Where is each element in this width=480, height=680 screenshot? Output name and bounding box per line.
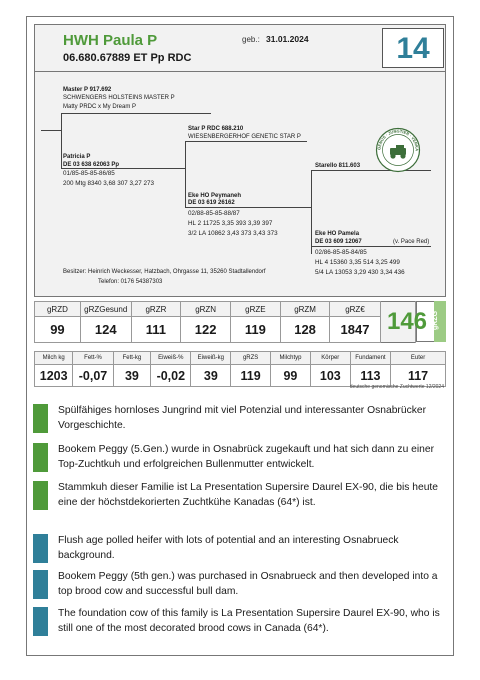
pedigree-line bbox=[185, 141, 307, 142]
pedigree-line bbox=[311, 246, 431, 247]
breeding-values-value-row bbox=[35, 317, 416, 343]
total-breeding-value-label: gRZG bbox=[432, 310, 440, 331]
header-cell: Körper bbox=[310, 352, 350, 365]
stamp-text: GENUS · JUNGTIER · VERKA bbox=[376, 128, 420, 152]
header-cell: Eiweiß-% bbox=[151, 352, 191, 365]
blue-marker bbox=[33, 534, 48, 563]
value-cell: 122 bbox=[181, 317, 231, 343]
pedigree-line bbox=[41, 130, 61, 131]
mother-classification: 01/85-85-85-86/85 bbox=[63, 170, 115, 177]
total-breeding-value: 146 bbox=[386, 308, 428, 335]
production-values-table bbox=[34, 351, 446, 387]
description-text: Flush age polled heifer with lots of potential and an interesting Osnabrueck background. bbox=[58, 535, 399, 561]
description-text: Bookem Peggy (5.Gen.) wurde in Osnabrück zugekauft und hat sich dann zu einer Top-Zuchtkuh und erfolgreichen Bullenmutter entwickelt. bbox=[58, 444, 435, 470]
sire-breeder: WIESENBERGERHOF GENETIC STAR P bbox=[188, 134, 301, 140]
blue-marker bbox=[33, 570, 48, 599]
value-cell: 124 bbox=[80, 317, 131, 343]
header-cell: gRZD bbox=[35, 302, 81, 317]
dam-sire-name: Starello 811.603 bbox=[315, 163, 361, 169]
green-marker bbox=[33, 443, 48, 472]
owner: Besitzer: Heinrich Weckesser, Hatzbach, Ohrgasse 11, 35260 Stadtallendorf bbox=[63, 269, 266, 275]
mother-id: DE 03 638 62063 Pp bbox=[63, 162, 120, 168]
description-text: The foundation cow of this family is La Presentation Supersire Daurel EX-90, who is still one of the most decorated brood cows in Canada (64*). bbox=[58, 608, 440, 634]
registration-number: 06.680.67889 ET Pp RDC bbox=[63, 52, 192, 64]
mother-performance: 200 Mtg 8340 3,68 307 3,27 273 bbox=[63, 180, 155, 187]
description-text: Spülfähiges hornloses Jungrind mit viel Potenzial und interessanter Osnabrücker Vorgeschichte. bbox=[58, 405, 427, 431]
header-cell: gRZS bbox=[231, 352, 271, 365]
dam-dam-note: (v. Pace Red) bbox=[393, 239, 430, 245]
header-cell: Fett-kg bbox=[113, 352, 151, 365]
pedigree-line bbox=[185, 141, 186, 208]
header-cell: gRZ€ bbox=[330, 302, 380, 317]
value-cell: 103 bbox=[310, 365, 350, 387]
value-cell: 119 bbox=[231, 365, 271, 387]
value-cell: 113 bbox=[350, 365, 390, 387]
dam-dam-lactation-hl: HL 4 15360 3,35 514 3,25 499 bbox=[315, 259, 400, 266]
pedigree-line bbox=[61, 113, 62, 168]
seller-stamp-icon bbox=[375, 127, 421, 173]
animal-name: HWH Paula P bbox=[63, 32, 158, 49]
maternal-sire-breeder: SCHWENGERS HOLSTEINS MASTER P bbox=[63, 95, 175, 101]
maternal-sire-parents: Matty PRDC x My Dream P bbox=[63, 104, 137, 110]
breeding-values-header-row bbox=[35, 302, 416, 317]
value-cell: 111 bbox=[131, 317, 181, 343]
header-cell: gRZM bbox=[280, 302, 330, 317]
pedigree-section bbox=[34, 72, 446, 297]
pedigree-line bbox=[61, 168, 185, 169]
header-cell: Euter bbox=[391, 352, 446, 365]
pedigree-line bbox=[311, 170, 312, 254]
value-cell: 39 bbox=[113, 365, 151, 387]
header-cell: Fundament bbox=[350, 352, 390, 365]
dam-dam-name: Eke HO Pamela bbox=[315, 231, 360, 237]
lot-number: 14 bbox=[382, 28, 444, 68]
value-cell: 1203 bbox=[35, 365, 73, 387]
value-cell: 119 bbox=[231, 317, 281, 343]
header-cell: Eiweiß-kg bbox=[191, 352, 231, 365]
birth-date: 31.01.2024 bbox=[266, 34, 309, 44]
header-cell: Milchtyp bbox=[271, 352, 311, 365]
pedigree-line bbox=[61, 113, 211, 114]
dam-dam-id: DE 03 609 12067 bbox=[315, 239, 362, 245]
description-text: Bookem Peggy (5th gen.) was purchased in Osnabrueck and then developed into a top brood cow and successful bull dam. bbox=[58, 571, 438, 597]
header-cell: gRZE bbox=[231, 302, 281, 317]
value-cell: 99 bbox=[35, 317, 81, 343]
green-marker bbox=[33, 404, 48, 433]
dam-id: DE 03 619 26162 bbox=[188, 200, 235, 206]
green-marker bbox=[33, 481, 48, 510]
sire-name: Star P RDC 688.210 bbox=[188, 126, 244, 132]
pedigree-line bbox=[185, 207, 311, 208]
breeding-values-table bbox=[34, 301, 416, 343]
value-cell: 39 bbox=[191, 365, 231, 387]
value-cell: -0,02 bbox=[151, 365, 191, 387]
header-cell: Milch kg bbox=[35, 352, 73, 365]
value-cell: 99 bbox=[271, 365, 311, 387]
header-cell: gRZN bbox=[181, 302, 231, 317]
dam-lactation-hl: HL 2 11725 3,35 393 3,39 397 bbox=[188, 220, 273, 227]
maternal-sire-name: Master P 917.692 bbox=[63, 87, 112, 93]
value-cell: 128 bbox=[280, 317, 330, 343]
dam-dam-lactation-la: 5/4 LA 13053 3,29 430 3,34 436 bbox=[315, 269, 405, 276]
owner-phone: Telefon: 0176 54387303 bbox=[98, 279, 163, 285]
header-cell: gRZR bbox=[131, 302, 181, 317]
total-breeding-value-tag bbox=[434, 301, 446, 342]
blue-marker bbox=[33, 607, 48, 636]
value-cell: -0,07 bbox=[73, 365, 113, 387]
birth-label: geb.: bbox=[242, 35, 260, 44]
description-text: Stammkuh dieser Familie ist La Presentation Supersire Daurel EX-90, die bis heute eine der höchstdekorierten Zuchtkühe Kanadas (64*) ist. bbox=[58, 482, 439, 508]
dam-classification: 02/88-85-85-88/87 bbox=[188, 210, 240, 217]
dam-name: Eke HO Peymaneh bbox=[188, 193, 242, 199]
mother-name: Patricia P bbox=[63, 154, 91, 160]
value-cell: 117 bbox=[391, 365, 446, 387]
value-cell: 1847 bbox=[330, 317, 380, 343]
header-cell: Fett-% bbox=[73, 352, 113, 365]
header-cell: gRZGesund bbox=[80, 302, 131, 317]
dam-lactation-la: 3/2 LA 10862 3,43 373 3,43 373 bbox=[188, 230, 278, 237]
dam-dam-classification: 02/86-85-85-84/85 bbox=[315, 249, 367, 256]
values-source-note: deutsche genomische Zuchtwerte 12/2024 bbox=[349, 384, 444, 390]
production-header-row bbox=[35, 352, 446, 365]
